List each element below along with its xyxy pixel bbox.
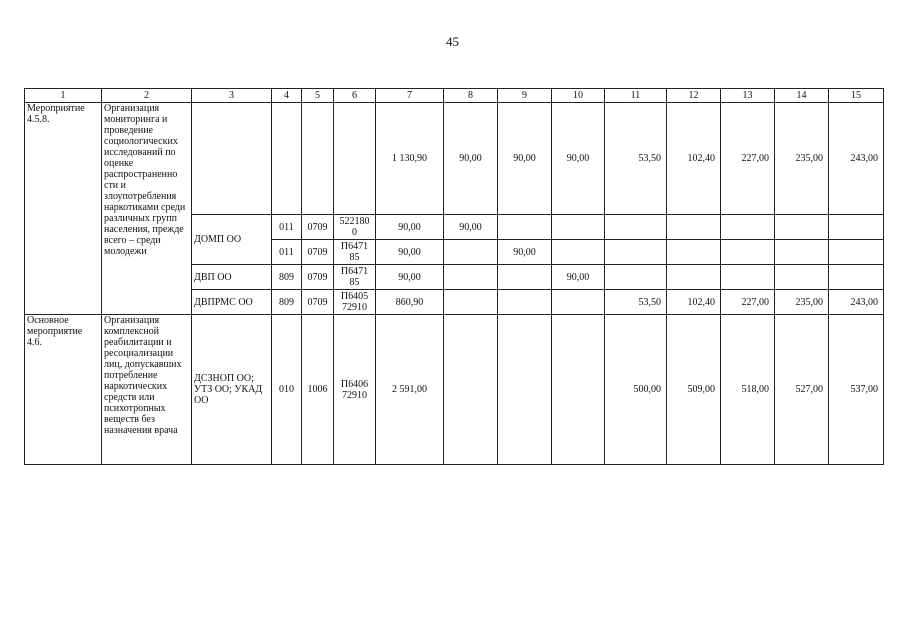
table-cell: 0709	[302, 240, 334, 265]
executor-cell: ДОМП ОО	[192, 215, 272, 265]
total-cell: 243,00	[829, 103, 884, 215]
column-header: 4	[272, 89, 302, 103]
table-cell	[667, 215, 721, 240]
column-number-row	[25, 89, 884, 103]
table-cell	[605, 240, 667, 265]
column-header: 14	[775, 89, 829, 103]
table-cell: 0709	[302, 215, 334, 240]
budget-table	[24, 88, 884, 465]
table-cell	[605, 215, 667, 240]
table-cell: 0709	[302, 290, 334, 315]
column-header: 5	[302, 89, 334, 103]
total-cell: 90,00	[498, 103, 552, 215]
table-cell	[667, 265, 721, 290]
measure-label: Мероприятие 4.5.8.	[25, 103, 102, 315]
total-cell: 53,50	[605, 103, 667, 215]
measure-description: Организация комплексной реабилитации и ресоциализации лиц, допускавших потребление наркотических средств или психотропных веществ без назначения врача	[102, 315, 192, 465]
table-cell	[775, 240, 829, 265]
table-cell: 518,00	[721, 315, 775, 465]
table-cell	[498, 265, 552, 290]
table-cell: 860,90	[376, 290, 444, 315]
table-cell	[552, 290, 605, 315]
column-header: 1	[25, 89, 102, 103]
table-cell	[721, 240, 775, 265]
table-cell: 90,00	[444, 215, 498, 240]
table-cell	[775, 265, 829, 290]
table-cell: П6471 85	[334, 265, 376, 290]
total-cell: 90,00	[552, 103, 605, 215]
column-header: 12	[667, 89, 721, 103]
table-cell: 90,00	[552, 265, 605, 290]
table-cell: 0709	[302, 265, 334, 290]
page-number: 45	[446, 34, 459, 49]
column-header: 15	[829, 89, 884, 103]
table-cell: 90,00	[498, 240, 552, 265]
table-cell	[552, 240, 605, 265]
executor-cell: ДВП ОО	[192, 265, 272, 290]
executor-cell: ДСЗНОП ОО; УТЗ ОО; УКАД ОО	[192, 315, 272, 465]
table-cell: 500,00	[605, 315, 667, 465]
total-cell: 227,00	[721, 103, 775, 215]
table-cell: 011	[272, 240, 302, 265]
table-cell	[444, 240, 498, 265]
table-cell: П6406 72910	[334, 315, 376, 465]
table-cell	[272, 103, 302, 215]
table-cell	[444, 265, 498, 290]
table-cell	[775, 215, 829, 240]
table-cell	[192, 103, 272, 215]
table-cell: П6471 85	[334, 240, 376, 265]
table-cell	[498, 290, 552, 315]
table-cell: 90,00	[376, 215, 444, 240]
table-cell: 1006	[302, 315, 334, 465]
measure-label: Основное мероприятие 4.6.	[25, 315, 102, 465]
table-cell: 235,00	[775, 290, 829, 315]
table-cell	[667, 240, 721, 265]
table-cell	[829, 240, 884, 265]
executor-cell: ДВПРМС ОО	[192, 290, 272, 315]
table-cell: 537,00	[829, 315, 884, 465]
table-row	[25, 315, 884, 465]
column-header: 6	[334, 89, 376, 103]
column-header: 9	[498, 89, 552, 103]
column-header: 13	[721, 89, 775, 103]
table-cell: 243,00	[829, 290, 884, 315]
table-cell	[829, 265, 884, 290]
table-cell: 2 591,00	[376, 315, 444, 465]
table-cell	[302, 103, 334, 215]
table-cell	[498, 215, 552, 240]
table-cell: 527,00	[775, 315, 829, 465]
table-row	[25, 103, 884, 215]
table-cell: 010	[272, 315, 302, 465]
table-cell: 809	[272, 290, 302, 315]
column-header: 2	[102, 89, 192, 103]
column-header: 7	[376, 89, 444, 103]
table-cell	[605, 265, 667, 290]
table-cell	[444, 290, 498, 315]
total-cell: 235,00	[775, 103, 829, 215]
table-cell	[721, 265, 775, 290]
table-cell	[552, 315, 605, 465]
table-cell	[552, 215, 605, 240]
column-header: 11	[605, 89, 667, 103]
table-cell: 90,00	[376, 240, 444, 265]
table-cell: 011	[272, 215, 302, 240]
table-cell: 53,50	[605, 290, 667, 315]
table-cell: 522180 0	[334, 215, 376, 240]
table-cell: П6405 72910	[334, 290, 376, 315]
table-cell: 509,00	[667, 315, 721, 465]
table-cell: 809	[272, 265, 302, 290]
total-cell: 1 130,90	[376, 103, 444, 215]
table-cell: 90,00	[376, 265, 444, 290]
total-cell: 90,00	[444, 103, 498, 215]
table-cell	[721, 215, 775, 240]
table-cell: 102,40	[667, 290, 721, 315]
column-header: 10	[552, 89, 605, 103]
column-header: 8	[444, 89, 498, 103]
table-cell	[334, 103, 376, 215]
total-cell: 102,40	[667, 103, 721, 215]
column-header: 3	[192, 89, 272, 103]
measure-description: Организация мониторинга и проведение социологических исследований по оценке распространенно сти и злоупотребления наркотиками среди различных групп населения, прежде всего – среди молодежи	[102, 103, 192, 315]
table-cell: 227,00	[721, 290, 775, 315]
table-cell	[444, 315, 498, 465]
table-cell	[829, 215, 884, 240]
table-cell	[498, 315, 552, 465]
